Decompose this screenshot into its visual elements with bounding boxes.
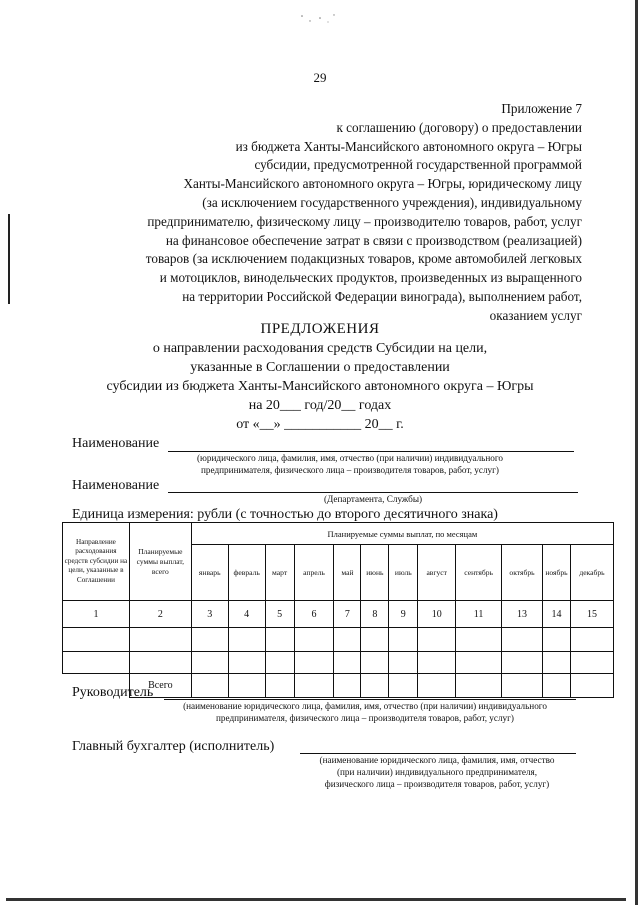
title-line: субсидии из бюджета Ханты-Мансийского автономного округа – Югры	[106, 379, 534, 394]
appendix-line: оказанием услуг	[489, 307, 582, 323]
col-number: 2	[129, 601, 191, 628]
appendix-line: товаров (за исключением подакцизных товаров, кроме автомобилей легковых	[145, 251, 582, 267]
col-number: 6	[294, 601, 334, 628]
table-cell[interactable]	[502, 628, 543, 652]
col-number: 4	[228, 601, 265, 628]
table-cell[interactable]	[228, 674, 265, 698]
table-cell[interactable]	[456, 628, 502, 652]
table-cell[interactable]	[389, 674, 418, 698]
table-cell[interactable]	[418, 652, 456, 674]
table-cell[interactable]	[502, 674, 543, 698]
hint-line: (юридического лица, фамилия, имя, отчество (при наличии) индивидуального	[196, 453, 504, 463]
col-number: 5	[265, 601, 294, 628]
accountant-hint	[296, 754, 578, 790]
month-header: май	[334, 545, 361, 601]
month-header: январь	[191, 545, 228, 601]
table-row	[63, 601, 614, 628]
title-line: на 20___ год/20__ годах	[248, 398, 392, 413]
title-line: указанные в Соглашении о предоставлении	[190, 360, 450, 375]
appendix-line: Ханты-Мансийского автономного округа – Югры, юридическому лицу	[183, 176, 582, 192]
month-header: февраль	[228, 545, 265, 601]
appendix-line: к соглашению (договору) о предоставлении	[336, 119, 582, 135]
table-cell[interactable]	[502, 652, 543, 674]
hint-line: (наименование юридического лица, фамилия, имя, отчество (при наличии) индивидуального	[183, 701, 547, 711]
appendix-line: из бюджета Ханты-Мансийского автономного округа – Югры	[235, 138, 582, 154]
appendix-line: Приложение 7	[501, 101, 582, 116]
col-number: 15	[570, 601, 613, 628]
month-header: ноябрь	[543, 545, 571, 601]
table-cell[interactable]	[294, 628, 334, 652]
hint-line: (при наличии) индивидуального предпринимателя,	[336, 767, 538, 777]
hint-line: физического лица – производителя товаров, работ, услуг)	[324, 779, 550, 789]
scan-right-edge	[635, 0, 638, 905]
table-cell[interactable]	[543, 674, 571, 698]
table-cell[interactable]	[129, 628, 191, 652]
table-cell[interactable]	[191, 652, 228, 674]
month-header: август	[418, 545, 456, 601]
table-cell[interactable]	[418, 674, 456, 698]
appendix-block	[42, 100, 582, 326]
table-cell[interactable]	[334, 628, 361, 652]
month-header: декабрь	[570, 545, 613, 601]
table-cell[interactable]	[294, 652, 334, 674]
appendix-line: (за исключением государственного учреждения), индивидуальному	[202, 194, 582, 210]
title-line: о направлении расходования средств Субсидии на цели,	[152, 341, 488, 356]
table-cell[interactable]	[570, 652, 613, 674]
table-cell[interactable]	[456, 652, 502, 674]
table-cell[interactable]	[294, 674, 334, 698]
table-cell[interactable]	[191, 674, 228, 698]
title-heading: ПРЕДЛОЖЕНИЯ	[260, 321, 380, 337]
table-cell[interactable]	[570, 628, 613, 652]
name-department-hint: (Департамента, Службы)	[323, 494, 423, 504]
table-cell[interactable]	[63, 628, 130, 652]
month-header: июль	[389, 545, 418, 601]
hint-line: предпринимателя, физического лица – производителя товаров, работ, услуг)	[216, 713, 514, 723]
total-label: Всего	[129, 674, 191, 698]
name-label-department: Наименование	[72, 478, 160, 493]
table-cell[interactable]	[361, 652, 389, 674]
document-title	[0, 320, 640, 434]
scan-edge-mark	[8, 214, 10, 304]
col-number: 9	[389, 601, 418, 628]
appendix-line: субсидии, предусмотренной государственной программой	[254, 157, 582, 173]
table-cell[interactable]	[389, 652, 418, 674]
col-number: 10	[418, 601, 456, 628]
scan-bottom-edge	[6, 898, 626, 901]
table-cell[interactable]	[334, 674, 361, 698]
col-number: 8	[361, 601, 389, 628]
table-cell[interactable]	[63, 652, 130, 674]
col-number: 13	[502, 601, 543, 628]
payments-table	[62, 522, 614, 698]
col-direction-header: Направление расходования средств субсидии на цели, указанные в Соглашении	[63, 523, 130, 601]
table-cell[interactable]	[265, 628, 294, 652]
table-cell[interactable]	[418, 628, 456, 652]
head-hint	[140, 700, 590, 724]
hint-line: (наименование юридического лица, фамилия, имя, отчество	[319, 755, 555, 765]
appendix-line: предпринимателю, физическому лицу – производителю товаров, работ, услуг	[147, 213, 582, 229]
appendix-line: на территории Российской Федерации винограда), выполнением работ,	[182, 288, 582, 304]
col-total-header: Планируемые суммы выплат, всего	[129, 523, 191, 601]
month-header: сентябрь	[456, 545, 502, 601]
col-number: 14	[543, 601, 571, 628]
table-cell[interactable]	[265, 674, 294, 698]
accountant-label: Главный бухгалтер (исполнитель)	[72, 739, 275, 754]
table-row	[63, 628, 614, 652]
page-number: 29	[313, 70, 327, 85]
table-cell[interactable]	[334, 652, 361, 674]
table-cell[interactable]	[228, 652, 265, 674]
table-cell[interactable]	[543, 628, 571, 652]
hint-line: предпринимателя, физического лица – производителя товаров, работ, услуг)	[201, 465, 499, 475]
month-header: июнь	[361, 545, 389, 601]
table-cell[interactable]	[543, 652, 571, 674]
unit-label: Единица измерения: рубли (с точностью до второго десятичного знака)	[72, 507, 498, 522]
table-cell[interactable]	[389, 628, 418, 652]
title-date-line: от «__» ___________ 20__ г.	[236, 417, 404, 432]
table-cell[interactable]	[570, 674, 613, 698]
table-cell[interactable]	[361, 674, 389, 698]
name-entity-hint	[150, 452, 550, 476]
appendix-line: на финансовое обеспечение затрат в связи с производством (реализацией)	[165, 232, 582, 248]
table-cell[interactable]	[265, 652, 294, 674]
month-header: октябрь	[502, 545, 543, 601]
name-label-entity: Наименование	[72, 436, 160, 451]
head-label: Руководитель	[72, 685, 154, 700]
table-cell[interactable]	[456, 674, 502, 698]
col-number: 1	[63, 601, 130, 628]
table-cell[interactable]	[361, 628, 389, 652]
col-number: 11	[456, 601, 502, 628]
table-cell[interactable]	[228, 628, 265, 652]
scan-noise	[298, 12, 338, 26]
month-header: апрель	[294, 545, 334, 601]
table-cell[interactable]	[129, 652, 191, 674]
months-header: Планируемые суммы выплат, по месяцам	[191, 523, 613, 545]
col-number: 7	[334, 601, 361, 628]
col-number: 3	[191, 601, 228, 628]
table-row	[63, 652, 614, 674]
appendix-line: и мотоциклов, винодельческих продуктов, произведенных из выращенного	[159, 270, 582, 286]
month-header: март	[265, 545, 294, 601]
table-cell[interactable]	[191, 628, 228, 652]
